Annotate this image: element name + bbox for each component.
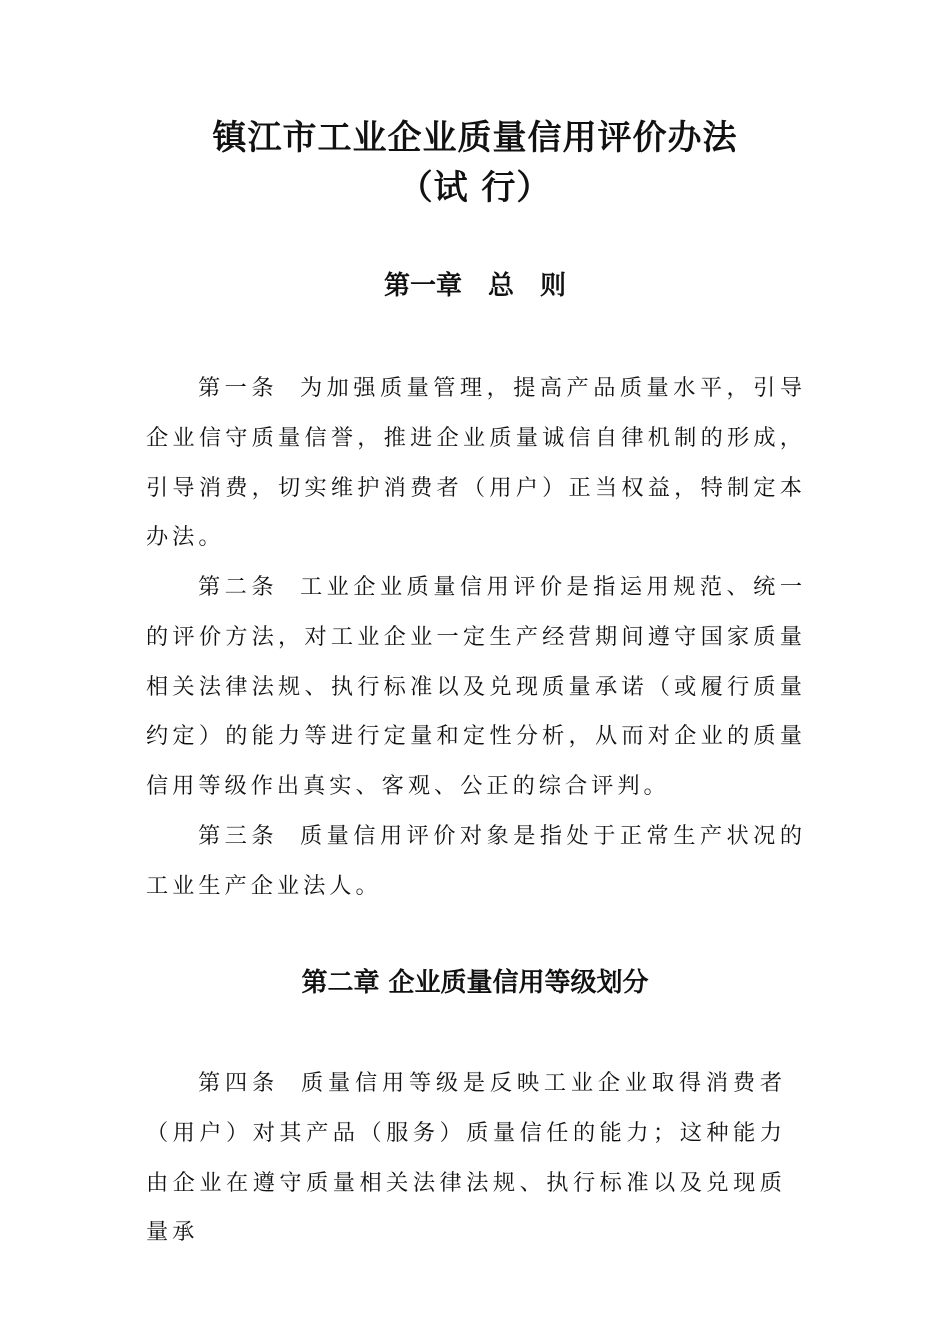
article-label: 第一条 xyxy=(198,375,278,401)
article-paragraph-4 xyxy=(146,1059,786,1258)
article-text: 质量信用评价对象是指处于正常生产状况的工业生产企业法人。 xyxy=(146,823,807,899)
document-title: 镇江市工业企业质量信用评价办法 xyxy=(212,118,738,158)
article-text: 工业企业质量信用评价是指运用规范、统一的评价方法，对工业企业一定生产经营期间遵守国家质量相关法律法规、执行标准以及兑现质量承诺（或履行质量约定）的能力等进行定量和定性分析，从而对企业的质量信用等级作出真实、客观、公正的综合评判。 xyxy=(146,574,807,800)
article-label: 第二条 xyxy=(198,574,278,600)
chapter-heading-1: 第一章 总 则 xyxy=(383,271,566,301)
article-text: 质量信用等级是反映工业企业取得消费者（用户）对其产品（服务）质量信任的能力；这种能力由企业在遵守质量相关法律法规、执行标准以及兑现质量承 xyxy=(146,1070,787,1246)
article-label: 第三条 xyxy=(198,823,278,849)
document-subtitle: （试 行） xyxy=(398,168,552,208)
chapter-heading-2: 第二章 企业质量信用等级划分 xyxy=(301,968,649,998)
article-paragraph-2 xyxy=(146,563,806,812)
article-text: 为加强质量管理，提高产品质量水平，引导企业信守质量信誉，推进企业质量诚信自律机制的形成，引导消费，切实维护消费者（用户）正当权益，特制定本办法。 xyxy=(146,375,807,551)
article-paragraph-3 xyxy=(146,812,806,912)
article-label: 第四条 xyxy=(198,1070,279,1096)
article-paragraph-1 xyxy=(146,364,806,563)
